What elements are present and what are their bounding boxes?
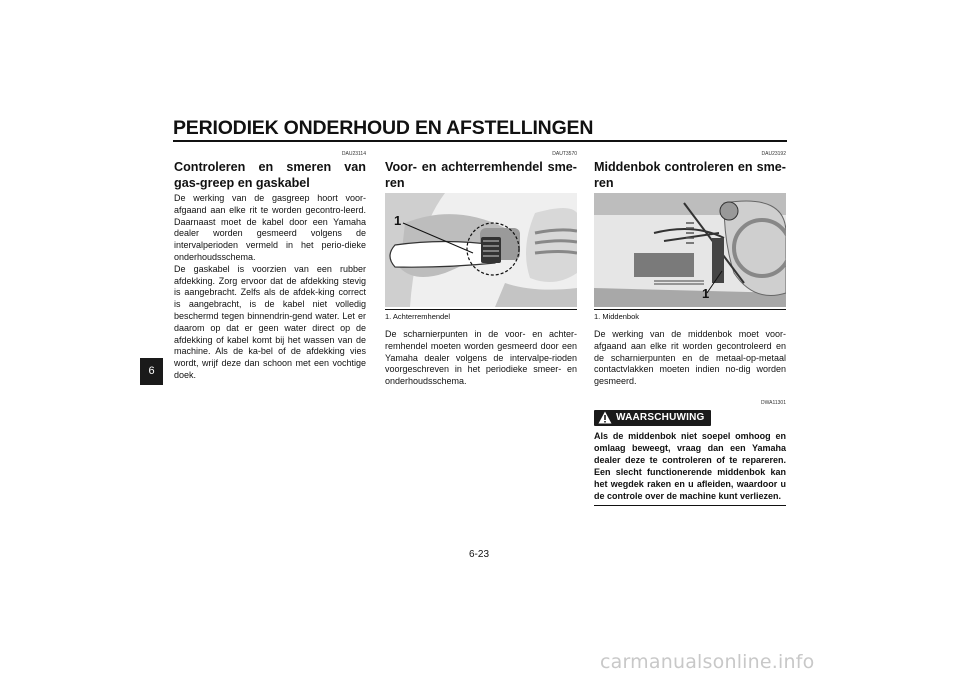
chapter-tab: 6 — [140, 358, 163, 385]
section-code: DAU23192 — [761, 151, 786, 157]
warning-triangle-icon — [598, 411, 612, 424]
photo-rule — [385, 309, 577, 310]
brake-lever-photo — [385, 193, 577, 307]
page-title: PERIODIEK ONDERHOUD EN AFSTELLINGEN — [173, 117, 594, 139]
photo-rule — [594, 309, 786, 310]
column-centerstand — [594, 150, 786, 506]
warning-text: Als de middenbok niet soepel omhoog en omlaag beweegt, vraag dan een Yamaha dealer deze te controleren of te repareren. Een slecht functionerende middenbok kan het wegdek raken en u afleiden, waardoor u de controle over de machine kunt verliezen. — [594, 430, 786, 501]
column-throttle — [174, 150, 366, 382]
watermark-text: carmanualsonline.info — [600, 651, 815, 673]
section-heading: Middenbok controleren en sme-ren — [594, 160, 786, 190]
warning-banner — [594, 410, 711, 426]
section-code: DAUT3570 — [552, 151, 577, 157]
callout-number: 1 — [702, 286, 710, 301]
centerstand-illustration — [594, 193, 786, 307]
section-body: De werking van de middenbok moet voor-afgaand aan elke rit worden gecontroleerd en de scharnierpunten en de metaal-op-metaal contactvlakken moeten indien no-dig worden gesmeerd. — [594, 329, 786, 387]
brake-lever-illustration — [385, 193, 577, 307]
warning-rule — [594, 505, 786, 507]
header-rule — [173, 140, 787, 142]
section-code: DAU23114 — [341, 151, 366, 157]
warning-code: DWA11301 — [760, 399, 786, 406]
warning-label: WAARSCHUWING — [616, 412, 705, 424]
column-brake-levers — [385, 150, 577, 388]
callout-number: 1 — [394, 213, 402, 228]
section-body: De scharnierpunten in de voor- en achter-remhendel moeten worden gesmeerd door een Yamaha dealer volgens de intervalpe-rioden voorgeschreven in het periodieke smeer- en onderhoudsschema. — [385, 329, 577, 387]
section-heading: Controleren en smeren van gas-greep en gaskabel — [174, 160, 366, 190]
photo-caption: 1. Achterremhendel — [385, 312, 451, 321]
section-body: De werking van de gasgreep hoort voor-afgaand aan elke rit te worden gecontro-leerd. Daarnaast moet de kabel door een Yamaha dealer worden gesmeerd volgens de intervalperioden vermeld in het perio-dieke onderhoudsschema. De gaskabel is voorzien van een rubber afdekking. Zorg ervoor dat de afdekking stevig is aangebracht. Zelfs als de afdek-king correct is aangebracht, is de kabel niet volledig beschermd tegen binnendrin-gend water. Let er daarom op dat er geen water direct op de afdekking of kabel komt bij het wassen van de machine. Als de ka-bel of de afdekking vies wordt, wrijf deze dan schoon met een vochtige doek. — [174, 193, 366, 380]
page-number: 6-23 — [469, 549, 490, 560]
section-heading: Voor- en achterremhendel sme-ren — [385, 160, 577, 190]
photo-caption: 1. Middenbok — [594, 312, 640, 321]
centerstand-photo — [594, 193, 786, 307]
